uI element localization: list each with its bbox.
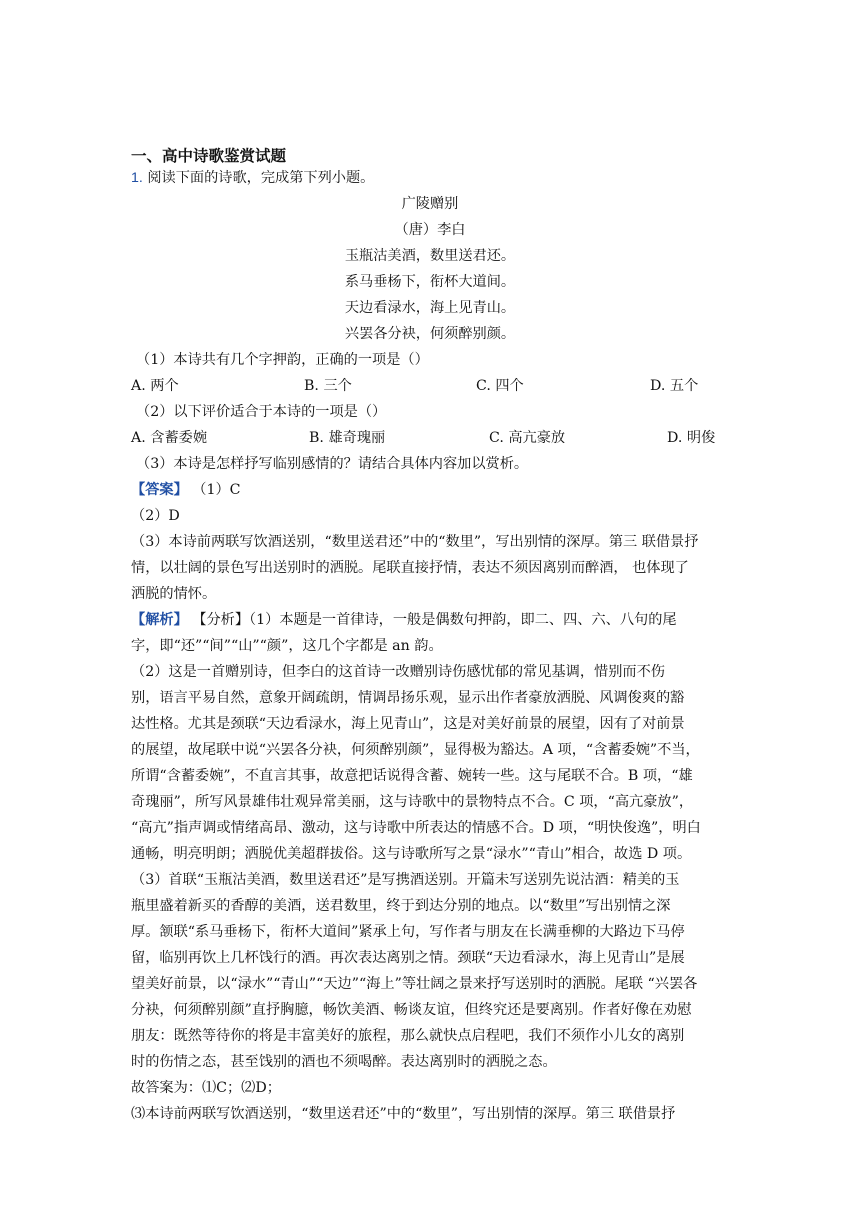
sub2-option-a: A. 含蓄委婉 [131,430,208,446]
analysis-p3-line: （3）首联“玉瓶沽美酒，数里送君还”是写携酒送别。开篇未写送别先说沽酒：精美的玉 [131,872,680,888]
answer-2: （2）D [131,508,180,524]
sub1-option-d: D. 五个 [650,378,699,394]
poem-author: （唐）李白 [394,222,466,238]
analysis-p2-line: 的展望，故尾联中说“兴罢各分袂，何须醉别颜”，显得极为豁达。A 项，“含蓄委婉”不当， [131,742,700,758]
poem-line: 玉瓶沽美酒，数里送君还。 [344,248,516,264]
analysis-p3-line: 瓶里盛着新买的香醇的美酒，送君数里，终于到达分别的地点。以“数里”写出别情之深 [131,898,671,914]
section-title: 一、高中诗歌鉴赏试题 [131,146,287,165]
analysis-p1-line: 【分析】（1）本题是一首律诗，一般是偶数句押韵，即二、四、六、八句的尾 [192,612,677,628]
analysis-p2-line: 奇瑰丽”，所写风景雄伟壮观异常美丽，这与诗歌中的景物特点不合。C 项，“高亢豪放”， [131,794,694,810]
poem-line: 系马垂杨下，衔杯大道间。 [344,274,516,290]
question-prompt-line [131,168,374,188]
analysis-p2-line: 达性格。尤其是颈联“天边看渌水，海上见青山”，这是对美好前景的展望，因有了对前景 [131,716,685,732]
sub2-option-b: B. 雄奇瑰丽 [309,430,386,446]
final-answer-line: ⑶本诗前两联写饮酒送别，“数里送君还”中的“数里”，写出别情的深厚。第三 联借景抒 [131,1106,676,1122]
analysis-p3-line: 望美好前景，以“渌水”“青山”“天边”“海上”等壮阔之景来抒写送别时的洒脱。尾联 “兴罢各 [131,976,698,992]
analysis-line-1 [131,610,677,630]
sub1-option-b: B. 三个 [304,378,352,394]
poem-line: 兴罢各分袂，何须醉别颜。 [344,326,516,342]
sub2-option-c: C. 高亢豪放 [489,430,566,446]
sub2-stem: （2）以下评价适合于本诗的一项是（） [136,404,387,420]
answer-1: （1）C [192,482,241,498]
answer-3-line: 洒脱的情怀。 [131,586,217,602]
sub3-stem: （3）本诗是怎样抒写临别感情的？请结合具体内容加以赏析。 [136,456,529,472]
poem-line: 天边看渌水，海上见青山。 [344,300,516,316]
sub1-stem: （1）本诗共有几个字押韵，正确的一项是（） [136,352,429,368]
analysis-p3-line: 厚。颔联“系马垂杨下，衔杯大道间”紧承上句，写作者与朋友在长满垂柳的大路边下马停 [131,924,685,940]
analysis-p2-line: （2）这是一首赠别诗，但李白的这首诗一改赠别诗伤感忧郁的常见基调，惜别而不伤 [131,664,665,680]
answer-3-line: （3）本诗前两联写饮酒送别，“数里送君还”中的“数里”，写出别情的深厚。第三 联借景抒 [131,534,699,550]
final-answer-label: 故答案为：⑴C；⑵D； [131,1080,281,1096]
poem-title: 广陵赠别 [401,196,459,212]
answer-3-line: 情，以壮阔的景色写出送别时的洒脱。尾联直接抒情，表达不须因离别而醉酒， 也体现了 [131,560,689,576]
sub1-option-a: A. 两个 [131,378,179,394]
analysis-p2-line: 通畅，明亮明朗；洒脱优美超群拔俗。这与诗歌所写之景“渌水”“青山”相合，故选 D 项。 [131,846,692,862]
analysis-p3-line: 时的伤情之态，甚至饯别的酒也不须喝醉。表达离别时的洒脱之态。 [131,1054,557,1070]
sub1-option-c: C. 四个 [476,378,524,394]
analysis-p3-line: 留，临别再饮上几杯饯行的酒。再次表达离别之情。颈联“天边看渌水，海上见青山”是展 [131,950,685,966]
analysis-p3-line: 分袂，何须醉别颜”直抒胸臆，畅饮美酒、畅谈友谊，但终究还是要离别。作者好像在劝慰 [131,1002,692,1018]
analysis-label: 【解析】 [131,612,188,628]
question-number: 1. [131,170,143,186]
question-prompt: 阅读下面的诗歌，完成第下列小题。 [147,170,375,186]
answer-line-1 [131,480,241,500]
analysis-p1-line: 字，即“还”“间”“山”“颜”，这几个字都是 an 韵。 [131,638,443,654]
sub2-option-d: D. 明俊 [667,430,716,446]
analysis-p3-line: 朋友：既然等待你的将是丰富美好的旅程，那么就快点启程吧，我们不须作小儿女的离别 [131,1028,685,1044]
answer-label: 【答案】 [131,482,188,498]
analysis-p2-line: 别，语言平易自然，意象开阔疏朗，情调昂扬乐观，显示出作者豪放洒脱、风调俊爽的豁 [131,690,685,706]
analysis-p2-line: “高亢”指声调或情绪高昂、激动，这与诗歌中所表达的情感不合。D 项，“明快俊逸”，明白 [131,820,701,836]
analysis-p2-line: 所谓“含蓄委婉”，不直言其事，故意把话说得含蓄、婉转一些。这与尾联不合。B 项，“雄 [131,768,693,784]
